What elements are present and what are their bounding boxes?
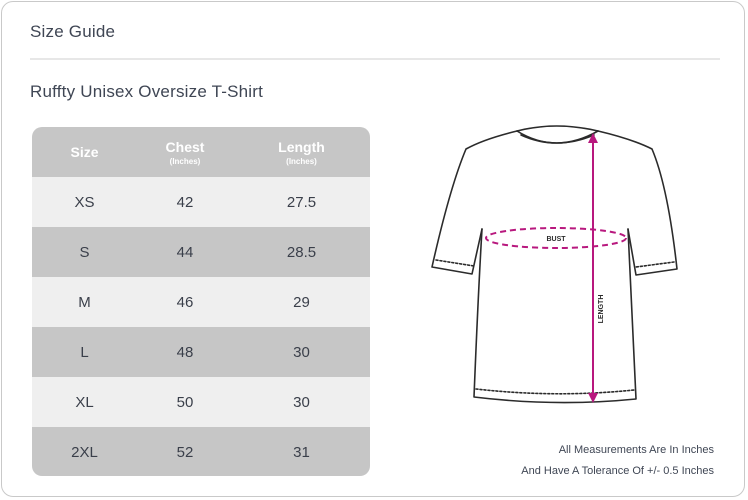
table-row [32,327,370,377]
column-header-size: Size [70,144,99,160]
tshirt-diagram [422,117,692,417]
product-title: Ruffty Unisex Oversize T-Shirt [30,82,264,101]
size-guide-panel [1,1,745,497]
table-row [32,227,370,277]
chest-cell: 50 [176,393,194,411]
table-row [32,277,370,327]
measurement-note: All Measurements Are In Inches [558,444,714,456]
chest-cell: 46 [176,293,194,311]
tshirt-outline-icon [432,126,677,403]
column-header-chest: Chest (Inches) [165,138,205,166]
size-table [32,127,370,476]
chest-cell: 48 [176,343,194,361]
size-cell: 2XL [71,443,98,461]
length-label: LENGTH [598,294,605,324]
size-cell: S [79,243,90,261]
divider [30,58,720,60]
table-row [32,427,370,476]
chest-cell: 42 [176,193,194,211]
table-row [32,377,370,427]
length-cell: 27.5 [286,193,317,211]
column-header-length: Length (Inches) [278,138,325,166]
size-cell: XS [74,193,95,211]
tolerance-note: And Have A Tolerance Of +/- 0.5 Inches [521,465,714,477]
length-cell: 31 [293,443,310,461]
length-cell: 30 [293,393,310,411]
page-title: Size Guide [30,22,116,41]
size-cell: M [78,293,91,311]
chest-cell: 44 [176,243,194,261]
bust-measure [486,228,626,248]
length-measure [588,133,605,403]
size-cell: XL [75,393,94,411]
table-header-row [32,127,370,177]
length-cell: 28.5 [286,243,317,261]
bust-label: BUST [546,236,566,243]
chest-cell: 52 [176,443,194,461]
size-cell: L [80,343,89,361]
length-cell: 29 [293,293,310,311]
length-cell: 30 [293,343,310,361]
table-row [32,177,370,227]
